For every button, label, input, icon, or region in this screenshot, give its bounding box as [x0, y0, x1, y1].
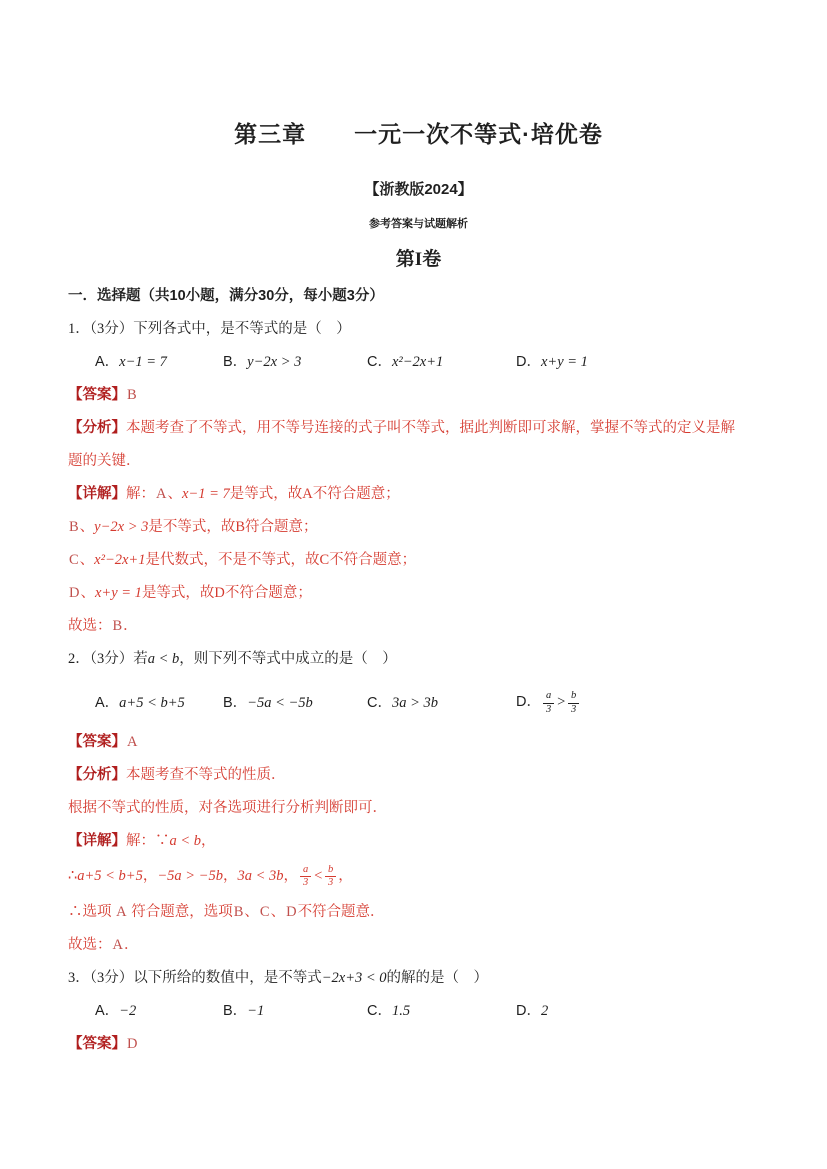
math-run: −1	[247, 1003, 265, 1020]
text-run: 是代数式，不是不等式，故C不符合题意；	[145, 552, 417, 568]
text-run: 、	[79, 519, 95, 535]
q1-options	[68, 352, 769, 372]
option-letter: D	[69, 585, 80, 601]
text-run: ，	[222, 867, 238, 884]
text-run: ，	[201, 833, 216, 849]
fraction-numerator: b	[568, 690, 579, 703]
math-run: −2x+3 < 0	[321, 970, 387, 987]
option-letter: C	[259, 904, 270, 921]
q2-detail-3	[68, 902, 769, 922]
q1-conclusion	[68, 616, 769, 636]
bracket-label: 【详解】	[68, 486, 126, 502]
text-run: ∴选项	[68, 904, 116, 921]
math-run: y−2x > 3	[94, 519, 149, 535]
text-run: 、	[167, 486, 182, 502]
option-label: D．	[516, 354, 541, 370]
text-run: 3．（3分）以下所给的数值中，是不等式	[68, 970, 322, 987]
option-letter: B	[69, 519, 79, 535]
q2-answer	[68, 732, 769, 752]
q1-stem	[68, 319, 769, 339]
option-letter: B	[127, 387, 137, 403]
text-run: 是等式，故D不符合题意；	[141, 585, 312, 601]
q3-answer	[68, 1034, 769, 1054]
fraction	[325, 864, 336, 889]
doc-title: 第三章 一元一次不等式·培优卷	[234, 121, 603, 147]
option-D	[516, 1001, 769, 1021]
text-run: ．	[123, 618, 138, 634]
doc-volume: 第I卷	[395, 249, 442, 270]
option-letter: A	[156, 486, 167, 502]
doc-edition: 【浙教版2024】	[364, 181, 473, 198]
text-run: 解：∵	[126, 833, 170, 849]
fraction-numerator: b	[325, 864, 336, 877]
text-run: 、	[79, 552, 95, 568]
math-run: 1.5	[391, 1003, 411, 1020]
text-run: 、	[244, 904, 259, 921]
option-B	[223, 1001, 367, 1021]
q2-analysis-2	[68, 798, 769, 818]
option-A	[95, 1001, 223, 1021]
option-B	[223, 693, 367, 713]
q1-answer	[68, 385, 769, 405]
math-run: x−1 = 7	[119, 354, 167, 370]
text-run: 根据不等式的性质，对各选项进行分析判断即可．	[68, 800, 387, 816]
math-run: a < b	[147, 651, 180, 667]
text-run: 、	[270, 904, 286, 921]
math-run: −5a < −5b	[247, 695, 313, 711]
option-label: B．	[223, 1003, 248, 1020]
text-run: 题的关键．	[68, 453, 141, 469]
math-run: x+y = 1	[94, 585, 142, 601]
text-run: 1．（3分）下列各式中，是不等式的是（ ）	[68, 321, 351, 337]
fraction-numerator: a	[300, 864, 311, 877]
option-letter: B	[112, 618, 123, 634]
option-letter: D	[286, 904, 297, 921]
option-label: C．	[367, 695, 392, 711]
fraction-denominator: 3	[571, 703, 577, 715]
text-run: 本题考查了不等式，用不等号连接的式子叫不等式，据此判断即可求解，掌握不等式的定义是解	[126, 420, 735, 436]
text-run: 是等式，故A不符合题意；	[229, 486, 400, 502]
option-label: A．	[95, 695, 120, 711]
bracket-label: 【答案】	[68, 387, 126, 403]
option-A	[95, 693, 223, 713]
text-run: 不符合题意．	[297, 904, 385, 921]
option-label: A．	[95, 1003, 120, 1020]
option-letter: A	[116, 904, 127, 921]
option-letter: B	[233, 904, 244, 921]
document-body	[68, 319, 769, 1054]
math-run: x−1 = 7	[181, 486, 230, 502]
text-run: 的解的是（ ）	[386, 970, 489, 987]
text-run: 是不等式，故B符合题意；	[148, 519, 318, 535]
option-label: B．	[223, 695, 248, 711]
option-C	[367, 352, 516, 372]
math-run: a+5 < b+5	[119, 695, 185, 711]
text-run: 故选：	[68, 618, 112, 634]
option-D	[516, 352, 769, 372]
math-run: a+5 < b+5	[77, 867, 143, 884]
option-letter: C	[69, 552, 79, 568]
q1-detail-1	[68, 484, 769, 504]
option-B	[223, 352, 367, 372]
q2-conclusion	[68, 935, 769, 955]
text-run: ．	[123, 937, 139, 954]
text-run: 解：	[126, 486, 155, 502]
text-run: ，	[142, 867, 158, 884]
q1-detail-3	[68, 550, 769, 570]
fraction-denominator: 3	[303, 877, 309, 889]
math-run: 2	[540, 1003, 549, 1020]
fraction	[543, 690, 554, 715]
option-A	[95, 352, 223, 372]
option-label: A．	[95, 354, 120, 370]
q1-detail-4	[68, 583, 769, 603]
option-label: B．	[223, 354, 248, 370]
q1-analysis-2	[68, 451, 769, 471]
q3-stem	[68, 968, 769, 988]
math-run: y−2x > 3	[247, 354, 302, 370]
bracket-label: 【分析】	[68, 420, 126, 436]
q2-detail-2	[68, 864, 769, 889]
text-run: ∴	[68, 867, 78, 884]
text-run: 本题考查不等式的性质．	[126, 767, 286, 783]
text-run: 故选：	[68, 937, 112, 954]
fraction-denominator: 3	[545, 703, 552, 715]
math-run: x²−2x+1	[94, 552, 146, 568]
option-label: C．	[367, 1003, 392, 1020]
option-label: C．	[367, 354, 392, 370]
text-run: ，	[283, 867, 298, 884]
math-run: x+y = 1	[540, 354, 588, 370]
math-run: a < b	[169, 833, 202, 849]
q1-detail-2	[68, 517, 769, 537]
text-run: ，	[338, 867, 353, 884]
math-run: −2	[119, 1003, 137, 1020]
fraction	[300, 864, 311, 889]
fraction	[568, 690, 579, 715]
text-run: ，则下列不等式中成立的是（ ）	[179, 651, 397, 667]
q2-analysis-1	[68, 765, 769, 785]
q2-stem	[68, 649, 769, 669]
bracket-label: 【答案】	[68, 734, 126, 750]
bracket-label: 【详解】	[68, 833, 126, 849]
math-run: 3a < 3b	[237, 867, 284, 884]
section-heading: 一．选择题（共10小题，满分30分，每小题3分）	[68, 288, 384, 304]
text-run: 、	[80, 585, 95, 601]
bracket-label: 【分析】	[68, 767, 126, 783]
option-C	[367, 1001, 516, 1021]
option-label: D．	[516, 1003, 541, 1020]
option-D	[516, 690, 769, 715]
option-label: D．	[516, 694, 541, 711]
fraction-denominator: 3	[328, 877, 334, 889]
math-run: −5a > −5b	[157, 867, 223, 884]
math-run: >	[556, 694, 567, 711]
option-letter: A	[112, 937, 123, 954]
q3-options	[68, 1001, 769, 1021]
math-run: 3a > 3b	[391, 695, 439, 711]
math-run: x²−2x+1	[391, 354, 444, 370]
fraction-numerator: a	[543, 690, 554, 703]
q2-options	[68, 684, 769, 722]
q2-detail-1	[68, 831, 769, 851]
option-C	[367, 693, 516, 713]
q1-analysis-1	[68, 418, 769, 438]
text-run: 符合题意，选项	[127, 904, 233, 921]
bracket-label: 【答案】	[68, 1036, 126, 1053]
doc-subtitle: 参考答案与试题解析	[369, 218, 468, 230]
option-letter: D	[127, 1036, 138, 1053]
option-letter: A	[127, 734, 138, 750]
math-run: <	[313, 867, 324, 884]
text-run: 2．（3分）若	[68, 651, 148, 667]
